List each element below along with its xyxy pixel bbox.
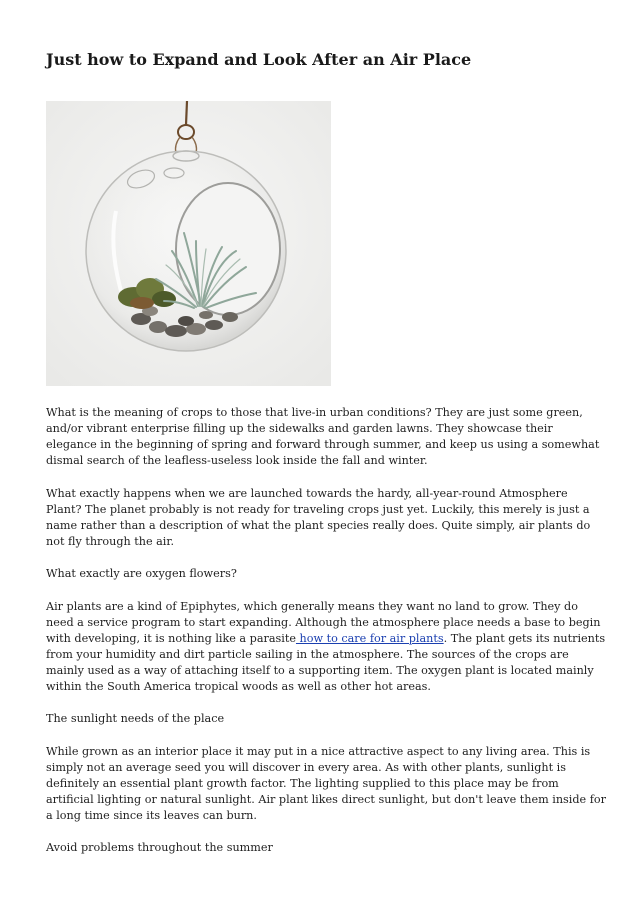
heading-what-are-air-plants: What exactly are oxygen flowers? — [46, 567, 237, 580]
paragraph-hardy-plant: What exactly happens when we are launched towards the hardy, all-year-round Atmosphere Plant? The planet probably is not ready for traveling crops just yet. Luckily, this merely is just a name rather than a description of what the plant species really does. Quite simply, air plants do not fly through the air. — [46, 486, 591, 548]
paragraph-epiphytes — [46, 599, 606, 695]
page-title: Just how to Expand and Look After an Air Place — [46, 50, 472, 69]
paragraph-epiphytes-after: . The plant gets its nutrients from your humidity and dirt particle sailing in the atmosphere. The sources of the crops are mainly used as a way of attaching itself to a supporting item. The oxygen plant is located mainly within the South America tropical woods as well as other hot areas. — [46, 631, 606, 693]
care-for-air-plants-link[interactable]: how to care for air plants — [295, 631, 444, 645]
terrarium-illustration — [46, 101, 331, 386]
terrarium-photo — [46, 101, 331, 386]
paragraph-intro: What is the meaning of crops to those that live-in urban conditions? They are just some green, and/or vibrant enterprise filling up the sidewalks and garden lawns. They showcase their elegance in the beginning of spring and forward through summer, and keep us using a somewhat dismal search of the leafless-useless look inside the fall and winter. — [46, 406, 600, 467]
heading-avoid-problems: Avoid problems throughout the summer — [46, 841, 273, 854]
paragraph-sunlight: While grown as an interior place it may put in a nice attractive aspect to any living area. This is simply not an average seed you will discover in every area. As with other plants, sunlight is definitely an essential plant growth factor. The lighting supplied to this place may be from artificial lighting or natural sunlight. Air plant likes direct sunlight, but don't leave them inside for a long time since its leaves can burn. — [46, 744, 606, 822]
article-body — [46, 405, 606, 873]
paragraph-epiphytes-before: Air plants are a kind of Epiphytes, which generally means they want no land to grow. They do need a service program to start expanding. Although the atmosphere place needs a base to begin with developing, it is nothing like a parasite — [46, 599, 601, 645]
heading-sunlight-needs: The sunlight needs of the place — [46, 712, 225, 725]
